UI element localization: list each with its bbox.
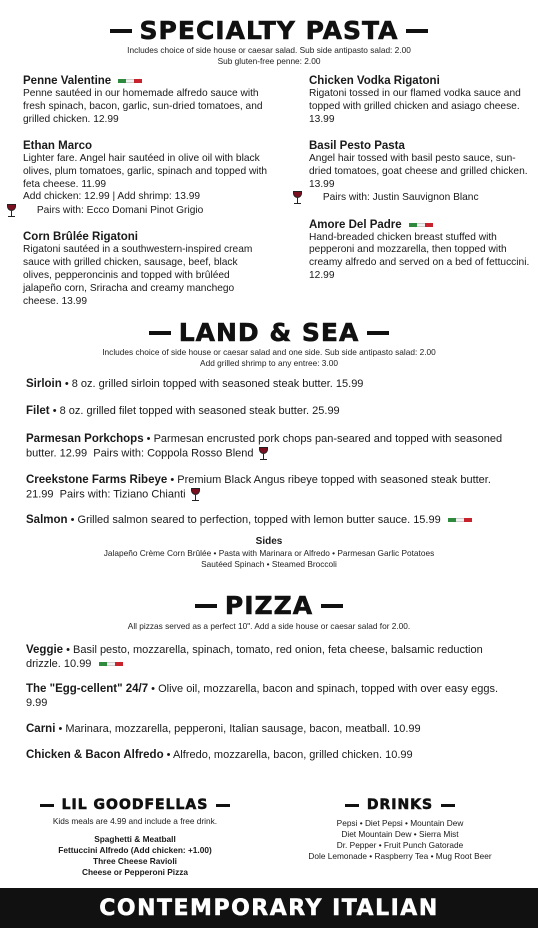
item-name: Carni [26, 723, 56, 735]
list-item: Dole Lemonade • Raspberry Tea • Mug Root Beer [308, 851, 492, 861]
footer-banner [0, 888, 538, 928]
menu-item [23, 74, 268, 127]
menu-item [26, 474, 506, 501]
item-name: Ethan Marco [23, 139, 93, 152]
wine-glass-icon [7, 204, 16, 217]
item-name: Penne Valentine [23, 75, 112, 87]
item-name: Salmon [26, 514, 68, 526]
land-sea-title: LAND & SEA [178, 318, 360, 347]
pizza-title: PIZZA [224, 591, 314, 620]
item-description: Rigatoni tossed in our flamed vodka sauce and topped with grilled chicken and asiago cheese. 13.99 [309, 88, 521, 125]
item-description: • 8 oz. grilled sirloin topped with seasoned steak butter. 15.99 [61, 378, 364, 390]
specialty-pasta-title: SPECIALTY PASTA [139, 16, 399, 45]
menu-item [26, 514, 506, 528]
menu-item [26, 723, 506, 737]
item-description: Rigatoni sautéed in a southwestern-inspired cream sauce with grilled chicken, sausage, beef, black olives, pepperoncinis and topped with brûléed jalapeño corn, Sriracha and creamy manchego cheese. 13.99 [23, 244, 253, 308]
header-bar-left [110, 29, 132, 33]
land-sea-note [0, 347, 538, 369]
list-item: Three Cheese Ravioli [93, 856, 177, 866]
pairing-row [309, 191, 534, 205]
sides-title: Sides [255, 536, 283, 547]
pairing-text: Pairs with: Coppola Rosso Blend [93, 446, 254, 459]
italian-flag-icon [448, 516, 472, 524]
item-description: • Olive oil, mozzarella, bacon and spinach, topped with over easy eggs. 9.99 [26, 683, 499, 709]
item-description: • Basil pesto, mozzarella, spinach, tomato, red onion, feta cheese, balsamic reduction drizzle. 10.99 [26, 644, 483, 670]
drinks-list [285, 818, 515, 862]
item-description: Lighter fare. Angel hair sautéed in olive oil with black olives, plum tomatoes, garlic, spinach and topped with feta cheese. 11.99 [23, 152, 268, 190]
footer-title: CONTEMPORARY ITALIAN [99, 895, 439, 921]
item-description: Penne sautéed in our homemade alfredo sauce with fresh spinach, bacon, garlic, sun-dried tomatoes, and grilled chicken. 12.99 [23, 88, 263, 125]
item-name: The "Egg-cellent" 24/7 [26, 683, 149, 695]
item-name: Parmesan Porkchops [26, 433, 144, 445]
header-bar-right [406, 29, 428, 33]
pizza-note: All pizzas served as a perfect 10". Add a side house or caesar salad for 2.00. [127, 621, 411, 631]
wine-glass-icon [191, 488, 200, 501]
item-description: • Grilled salmon seared to perfection, topped with lemon butter sauce. 15.99 [67, 514, 441, 526]
header-bar-right [321, 604, 343, 608]
menu-item [26, 433, 506, 460]
lil-goodfellas-header [20, 797, 250, 813]
item-description: • Marinara, mozzarella, pepperoni, Italian sausage, bacon, meatball. 10.99 [55, 723, 421, 735]
item-name: Chicken Vodka Rigatoni [309, 75, 440, 87]
note-line: Sub gluten-free penne: 2.00 [217, 56, 321, 66]
menu-item [309, 139, 534, 206]
wine-glass-icon [259, 447, 268, 460]
land-sea-header [0, 318, 538, 347]
item-name: Corn Brûlée Rigatoni [23, 231, 139, 244]
drinks-title: DRINKS [366, 797, 434, 813]
item-description: • 8 oz. grilled filet topped with seasoned steak butter. 25.99 [49, 405, 340, 417]
item-extra: Add chicken: 12.99 | Add shrimp: 13.99 [23, 191, 201, 203]
item-name: Chicken & Bacon Alfredo [26, 749, 164, 761]
italian-flag-icon [409, 221, 433, 229]
kids-note: Kids meals are 4.99 and include a free drink. [52, 816, 218, 826]
lil-goodfellas-title: LIL GOODFELLAS [61, 797, 209, 813]
header-bar-right [367, 331, 389, 335]
sides-line: Sautéed Spinach • Steamed Broccoli [201, 559, 337, 569]
list-item: Spaghetti & Meatball [94, 834, 176, 844]
menu-item [26, 405, 506, 419]
note-line: Includes choice of side house or caesar salad and one side. Sub side antipasto salad: 2.00 [102, 347, 436, 357]
menu-item [26, 683, 506, 710]
sides-list [0, 548, 538, 570]
drinks-header [285, 797, 515, 813]
header-bar-right [216, 804, 230, 807]
menu-item [26, 749, 506, 763]
pizza-header [0, 591, 538, 620]
header-bar-left [195, 604, 217, 608]
item-name: Amore Del Padre [309, 218, 402, 231]
menu-item [309, 74, 534, 127]
item-description: Angel hair tossed with basil pesto sauce, sun-dried tomatoes, goat cheese and grilled chicken. 13.99 [309, 152, 528, 190]
menu-item [309, 218, 534, 284]
menu-item [26, 644, 506, 671]
italian-flag-icon [99, 660, 123, 668]
pasta-left-column [23, 74, 268, 321]
list-item: Fettuccini Alfredo (Add chicken: +1.00) [58, 845, 212, 855]
note-line: Includes choice of side house or caesar salad. Sub side antipasto salad: 2.00 [127, 45, 411, 55]
item-name: Filet [26, 405, 50, 417]
menu-item [23, 139, 268, 219]
list-item: Cheese or Pepperoni Pizza [81, 867, 189, 877]
pairing-text: Pairs with: Justin Sauvignon Blanc [322, 192, 479, 204]
header-bar-left [345, 804, 359, 807]
specialty-pasta-header [0, 16, 538, 45]
item-description: • Premium Black Angus ribeye topped with seasoned steak butter. 21.99 [26, 474, 491, 500]
item-description: • Parmesan encrusted pork chops pan-seared and topped with seasoned butter. 12.99 [26, 433, 503, 459]
item-description: Hand-breaded chicken breast stuffed with pepperoni and mozzarella, then topped with creamy alfredo and served on a bed of fettuccini. 12.99 [309, 231, 530, 282]
header-bar-right [441, 804, 455, 807]
item-name: Basil Pesto Pasta [309, 139, 405, 152]
menu-item [23, 230, 268, 309]
item-name: Veggie [26, 644, 64, 656]
menu-item [26, 378, 506, 392]
header-bar-left [149, 331, 171, 335]
list-item: Dr. Pepper • Fruit Punch Gatorade [336, 840, 464, 850]
pairing-text: Pairs with: Ecco Domani Pinot Grigio [36, 205, 204, 217]
specialty-pasta-note [0, 45, 538, 67]
lil-goodfellas-list [20, 816, 250, 878]
pairing-row [23, 204, 268, 218]
header-bar-left [40, 804, 54, 807]
list-item: Pepsi • Diet Pepsi • Mountain Dew [336, 818, 464, 828]
item-name: Sirloin [26, 378, 62, 390]
wine-glass-icon [293, 191, 302, 204]
item-name: Creekstone Farms Ribeye [26, 474, 168, 486]
sides-line: Jalapeño Crème Corn Brûlée • Pasta with Marinara or Alfredo • Parmesan Garlic Potatoes [103, 548, 435, 558]
italian-flag-icon [118, 77, 142, 85]
list-item: Diet Mountain Dew • Sierra Mist [341, 829, 459, 839]
note-line: Add grilled shrimp to any entree: 3.00 [200, 358, 338, 368]
item-description: • Alfredo, mozzarella, bacon, grilled chicken. 10.99 [163, 749, 413, 761]
pasta-right-column [309, 74, 534, 295]
pairing-text: Pairs with: Tiziano Chianti [59, 487, 186, 500]
